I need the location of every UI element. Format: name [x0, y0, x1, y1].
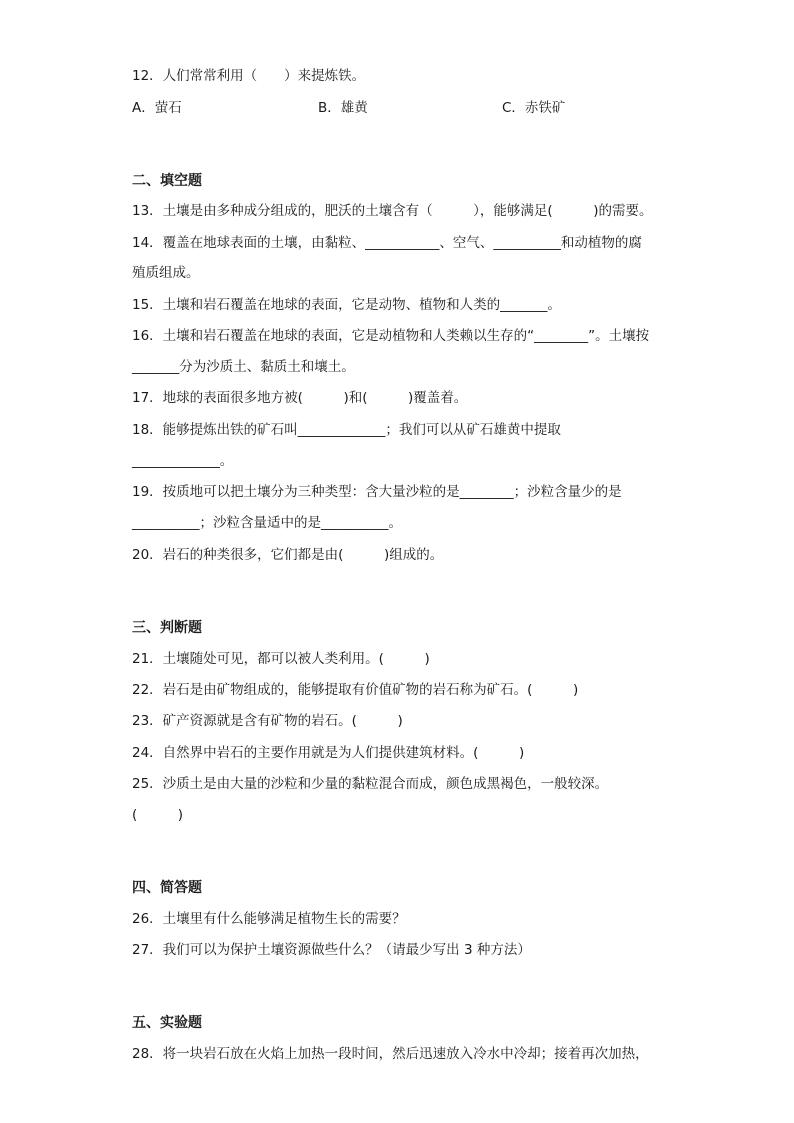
question-19-line-2: __________；沙粒含量适中的是__________。	[132, 515, 402, 531]
question-17: 17．地球的表面很多地方被( )和( )覆盖着。	[132, 390, 468, 406]
question-14-line-1: 14．覆盖在地球表面的土壤，由黏粒、___________、空气、__________和动植物的腐	[132, 235, 642, 251]
section-short-answer: 四、简答题	[132, 880, 202, 896]
question-26: 26．土壤里有什么能够满足植物生长的需要？	[132, 911, 406, 927]
question-16-line-2: _______分为沙质土、黏质土和壤土。	[132, 359, 355, 375]
question-20: 20．岩石的种类很多，它们都是由( )组成的。	[132, 547, 444, 563]
section-fill-in-blank: 二、填空题	[132, 173, 202, 189]
question-27: 27．我们可以为保护土壤资源做些什么？（请最少写出 3 种方法）	[132, 942, 531, 958]
section-true-false: 三、判断题	[132, 620, 202, 636]
question-19-line-1: 19．按质地可以把土壤分为三种类型：含大量沙粒的是________；沙粒含量少的是	[132, 484, 622, 500]
question-13: 13．土壤是由多种成分组成的，肥沃的土壤含有（ ），能够满足( )的需要。	[132, 203, 653, 219]
option-b: B．雄黄	[318, 100, 368, 116]
question-28: 28．将一块岩石放在火焰上加热一段时间，然后迅速放入冷水中冷却；接着再次加热，	[132, 1046, 649, 1062]
question-24: 24．自然界中岩石的主要作用就是为人们提供建筑材料。( )	[132, 745, 525, 761]
option-a: A．萤石	[132, 100, 182, 116]
question-14-line-2: 殖质组成。	[132, 265, 200, 281]
question-23: 23．矿产资源就是含有矿物的岩石。( )	[132, 713, 403, 729]
question-18-line-2: _____________。	[132, 453, 234, 469]
question-25-line-1: 25．沙质土是由大量的沙粒和少量的黏粒混合而成，颜色成黑褐色，一般较深。	[132, 776, 609, 792]
question-16-line-1: 16．土壤和岩石覆盖在地球的表面，它是动植物和人类赖以生存的“________”。土壤按	[132, 328, 650, 344]
option-c: C．赤铁矿	[502, 100, 566, 116]
question-18-line-1: 18．能够提炼出铁的矿石叫_____________；我们可以从矿石雄黄中提取	[132, 422, 561, 438]
question-21: 21．土壤随处可见，都可以被人类利用。( )	[132, 651, 430, 667]
question-25-line-2: ( )	[132, 807, 184, 823]
section-experiment: 五、实验题	[132, 1015, 202, 1031]
question-12: 12．人们常常利用（ ）来提炼铁。	[132, 68, 366, 84]
question-22: 22．岩石是由矿物组成的，能够提取有价值矿物的岩石称为矿石。( )	[132, 682, 579, 698]
question-15: 15．土壤和岩石覆盖在地球的表面，它是动物、植物和人类的_______。	[132, 297, 561, 313]
